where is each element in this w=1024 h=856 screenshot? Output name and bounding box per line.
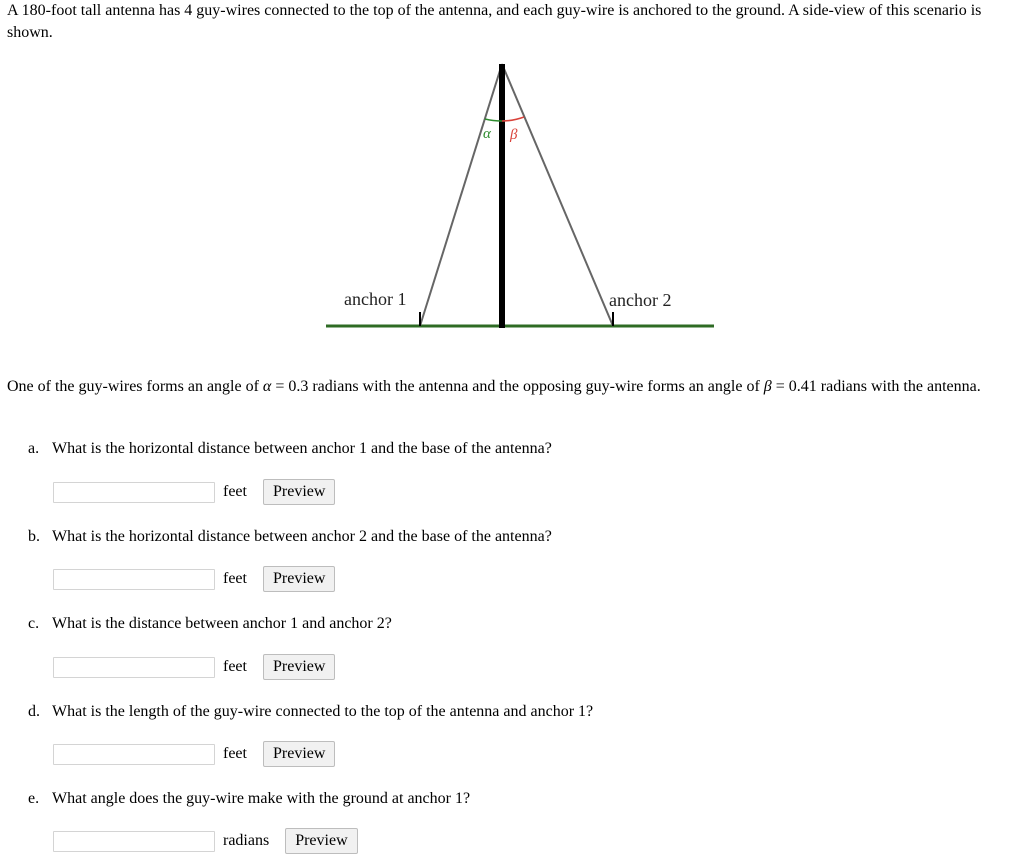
- answer-input-e[interactable]: [53, 831, 215, 852]
- answer-input-c[interactable]: [53, 657, 215, 678]
- answer-input-b[interactable]: [53, 569, 215, 590]
- preview-button-e[interactable]: Preview: [285, 828, 357, 854]
- alpha-label: α: [483, 126, 491, 142]
- beta-arc: [502, 117, 524, 121]
- beta-variable: β: [763, 378, 772, 395]
- unit-label-c: feet: [223, 658, 247, 675]
- question-a: a. What is the horizontal distance between anchor 1 and the base of the antenna?: [28, 440, 552, 457]
- answer-row-c: [53, 654, 335, 680]
- answer-input-a[interactable]: [53, 482, 215, 503]
- unit-label-e: radians: [223, 832, 270, 849]
- given-angles-text: One of the guy-wires forms an angle of α = 0.3 radians with the antenna and the opposing guy-wire forms an angle of β = 0.41 radians with the antenna.: [7, 378, 981, 395]
- answer-row-e: [53, 828, 358, 854]
- answer-row-b: [53, 566, 335, 592]
- answer-input-d[interactable]: [53, 744, 215, 765]
- answer-row-a: [53, 479, 335, 505]
- guy-wire-1: [420, 64, 502, 326]
- preview-button-a[interactable]: Preview: [263, 479, 335, 505]
- problem-intro: A 180-foot tall antenna has 4 guy-wires connected to the top of the antenna, and each guy-wire is anchored to the ground. A side-view of this scenario is shown.: [7, 2, 982, 41]
- anchor-1-label: anchor 1: [344, 289, 407, 309]
- unit-label-b: feet: [223, 570, 247, 587]
- preview-button-b[interactable]: Preview: [263, 566, 335, 592]
- question-b: b. What is the horizontal distance between anchor 2 and the base of the antenna?: [28, 528, 552, 545]
- anchor-2-label: anchor 2: [609, 290, 672, 310]
- question-e: e. What angle does the guy-wire make with the ground at anchor 1?: [28, 790, 471, 807]
- question-c: c. What is the distance between anchor 1 and anchor 2?: [28, 615, 392, 632]
- unit-label-a: feet: [223, 483, 247, 500]
- antenna-diagram: [0, 50, 1024, 340]
- beta-label: β: [510, 127, 518, 143]
- answer-row-d: [53, 741, 335, 767]
- preview-button-c[interactable]: Preview: [263, 654, 335, 680]
- alpha-variable: α: [262, 378, 272, 395]
- question-d: d. What is the length of the guy-wire connected to the top of the antenna and anchor 1?: [28, 703, 594, 720]
- preview-button-d[interactable]: Preview: [263, 741, 335, 767]
- unit-label-d: feet: [223, 745, 247, 762]
- guy-wire-2: [502, 64, 613, 326]
